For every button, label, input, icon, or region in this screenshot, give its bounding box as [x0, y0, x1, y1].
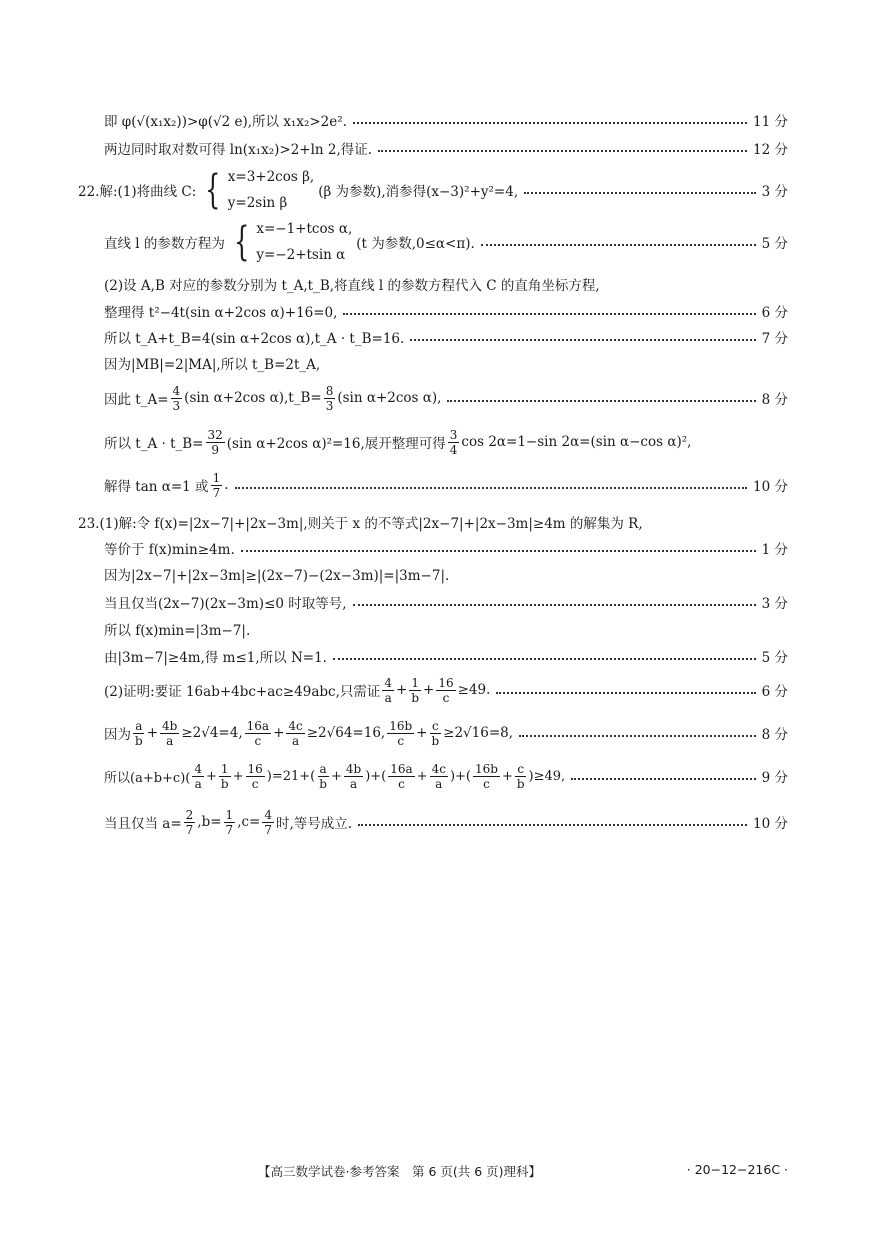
numerator: 8: [325, 383, 334, 398]
line-suffix: (t 为参数,0≤α<π).: [356, 236, 475, 252]
text-part: 所以(a+b+c)(: [104, 770, 191, 786]
text-part: ≥49.: [457, 682, 491, 698]
fraction: [317, 762, 329, 791]
denominator: b: [220, 776, 229, 791]
fraction: [388, 762, 414, 791]
score-mark: 8 分: [761, 727, 788, 743]
text-part: )+(: [449, 768, 471, 784]
line-content: [104, 216, 475, 268]
denominator: 3: [172, 398, 181, 413]
line-text: 当且仅当(2x−7)(2x−3m)≤0 时取等号,: [104, 596, 347, 612]
text-part: 解得 tan α=1 或: [104, 479, 209, 495]
denominator: c: [398, 776, 405, 791]
score-mark: 3 分: [761, 596, 788, 612]
denominator: 7: [212, 485, 221, 500]
fraction: [473, 762, 500, 791]
answer-line-22-part1: [78, 164, 788, 216]
line-prefix: 直线 l 的参数方程为: [104, 236, 225, 252]
numerator: 16a: [246, 718, 270, 733]
fraction: [133, 719, 145, 748]
numerator: 1: [220, 761, 229, 776]
line-suffix: (β 为参数),消参得(x−3)²+y²=4,: [318, 184, 519, 200]
fraction: [430, 762, 448, 791]
text-part: +: [416, 725, 428, 741]
text-part: )≥49,: [528, 768, 566, 784]
denominator: a: [166, 733, 174, 748]
text-part: ≥2√16=8,: [443, 725, 514, 741]
leader-dots: [519, 734, 756, 737]
numerator: a: [319, 761, 327, 776]
text-part: +: [273, 725, 285, 741]
leader-dots: [410, 338, 755, 341]
answer-line-20: [104, 760, 788, 792]
fraction: [219, 762, 231, 791]
fraction: [286, 719, 304, 748]
numerator: 1: [212, 470, 221, 485]
denominator: 4: [449, 442, 458, 457]
numerator: 4: [194, 761, 202, 776]
numerator: 4: [172, 383, 181, 398]
line-content: [104, 428, 691, 457]
numerator: 4b: [162, 718, 178, 733]
system-row-2: y=2sin β: [227, 195, 288, 211]
answer-line-16: [104, 619, 788, 639]
answer-line-17: [104, 646, 788, 666]
brace-glyph: {: [233, 219, 250, 265]
fraction: [409, 676, 421, 705]
text-part: ,c=: [237, 814, 261, 830]
fraction: [324, 384, 336, 413]
answer-line-8: [104, 353, 788, 373]
line-text: (2)设 A,B 对应的参数分别为 t_A,t_B,将直线 l 的参数方程代入 C 的直角坐标方程,: [104, 278, 600, 294]
denominator: b: [319, 776, 327, 791]
fraction: [382, 676, 394, 705]
denominator: c: [442, 690, 450, 705]
line-text: 因为|2x−7|+|2x−3m|≥|(2x−7)−(2x−3m)|=|3m−7|.: [104, 568, 450, 584]
answer-line-22-part2: [104, 274, 788, 294]
fraction: [344, 762, 363, 791]
text-part: +: [501, 768, 513, 784]
line-text: 整理得 t²−4t(sin α+2cos α)+16=0,: [104, 305, 338, 321]
text-part: (sin α+2cos α)²=16,展开整理可得: [226, 436, 446, 452]
numerator: 4c: [431, 761, 446, 776]
line-text: 由|3m−7|≥4m,得 m≤1,所以 N=1.: [104, 650, 327, 666]
numerator: 16b: [474, 761, 498, 776]
line-text: 因为|MB|=2|MA|,所以 t_B=2t_A,: [104, 357, 321, 373]
leader-dots: [447, 399, 755, 402]
denominator: 7: [185, 822, 194, 837]
fraction: [160, 719, 179, 748]
denominator: a: [194, 776, 202, 791]
line-content: [104, 808, 352, 837]
numerator: 16a: [390, 761, 413, 776]
line-content: [78, 164, 518, 216]
numerator: 16: [247, 761, 263, 776]
leader-dots: [343, 312, 755, 315]
answer-line-10: [104, 426, 788, 458]
fraction: [224, 808, 236, 837]
line-text: 两边同时取对数可得 ln(x₁x₂)>2+ln 2,得证.: [104, 142, 373, 158]
answer-line-13: [104, 538, 788, 558]
fraction: [206, 428, 225, 457]
numerator: 4c: [288, 718, 303, 733]
numerator: 1: [411, 675, 419, 690]
equation-system: [229, 216, 352, 268]
score-mark: 11 分: [753, 114, 788, 130]
score-mark: 7 分: [761, 331, 788, 347]
leader-dots: [235, 486, 748, 489]
leader-dots: [353, 603, 756, 606]
denominator: b: [516, 776, 525, 791]
line-text: 所以 t_A+t_B=4(sin α+2cos α),t_A · t_B=16.: [104, 331, 405, 347]
system-row-1: x=3+2cos β,: [227, 169, 315, 185]
answer-line-11: [104, 469, 788, 501]
system-row-2: y=−2+tsin α: [256, 247, 346, 263]
fraction: [436, 676, 455, 705]
leader-dots: [481, 243, 756, 246]
text-part: ≥2√64=16,: [306, 725, 386, 741]
denominator: b: [135, 733, 143, 748]
footer-code: · 20−12−216C ·: [686, 1162, 788, 1177]
denominator: c: [483, 776, 490, 791]
fraction: [192, 762, 204, 791]
answer-line-6: [104, 301, 788, 321]
system-row-1: x=−1+tcos α,: [256, 221, 353, 237]
denominator: a: [291, 733, 300, 748]
answer-line-21: [104, 806, 788, 838]
line-prefix: 22.解:(1)将曲线 C:: [78, 184, 197, 200]
denominator: b: [411, 690, 420, 705]
score-mark: 1 分: [761, 542, 788, 558]
text-part: +: [396, 682, 408, 698]
text-part: ,b=: [197, 814, 222, 830]
score-mark: 3 分: [761, 184, 788, 200]
fraction: [448, 428, 460, 457]
text-part: )=21+(: [266, 768, 316, 784]
line-content: [104, 384, 441, 413]
denominator: 3: [325, 398, 334, 413]
answer-line-1: [104, 110, 788, 130]
line-content: [104, 719, 513, 748]
fraction: [515, 762, 527, 791]
numerator: c: [431, 718, 439, 733]
leader-dots: [378, 149, 747, 152]
score-mark: 10 分: [753, 816, 788, 832]
text-part: (sin α+2cos α),: [337, 390, 442, 406]
denominator: b: [431, 733, 440, 748]
answer-line-23-part1: [78, 512, 788, 532]
text-part: 当且仅当 a=: [104, 816, 182, 832]
answer-line-19: [104, 717, 788, 749]
fraction: [246, 762, 265, 791]
equation-system: [200, 164, 314, 216]
numerator: c: [517, 761, 525, 776]
score-mark: 8 分: [761, 392, 788, 408]
footer-title: 【高三数学试卷·参考答案 第 6 页(共 6 页)理科】: [258, 1164, 542, 1179]
text-part: 因为: [104, 727, 131, 743]
denominator: c: [397, 733, 405, 748]
line-content: [104, 762, 565, 791]
leader-dots: [524, 191, 755, 194]
leader-dots: [571, 777, 755, 780]
numerator: 32: [207, 427, 223, 442]
brace-glyph: {: [205, 167, 221, 213]
text-part: +: [330, 768, 342, 784]
text-part: (sin α+2cos α),t_B=: [184, 390, 322, 406]
line-text: 即 φ(√(x₁x₂))>φ(√2 e),所以 x₁x₂>2e².: [104, 114, 347, 130]
score-mark: 9 分: [761, 770, 788, 786]
answer-line-9: [104, 382, 788, 414]
denominator: a: [435, 776, 443, 791]
denominator: 7: [264, 822, 272, 837]
text-part: +: [423, 682, 435, 698]
fraction: [387, 719, 414, 748]
leader-dots: [496, 691, 755, 694]
fraction: [429, 719, 441, 748]
score-mark: 10 分: [753, 479, 788, 495]
text-part: ≥2√4=4,: [181, 725, 243, 741]
answer-line-15: [104, 592, 788, 612]
numerator: 4: [264, 807, 272, 822]
fraction: [262, 808, 274, 837]
numerator: 1: [225, 807, 234, 822]
text-part: +: [146, 725, 158, 741]
numerator: a: [135, 718, 143, 733]
numerator: 2: [185, 807, 194, 822]
fraction: [184, 808, 196, 837]
numerator: 3: [449, 427, 458, 442]
text-part: +: [232, 768, 244, 784]
text-part: .: [224, 477, 229, 493]
numerator: 4b: [345, 761, 362, 776]
denominator: 7: [225, 822, 234, 837]
leader-dots: [353, 121, 747, 124]
denominator: a: [349, 776, 358, 791]
score-mark: 6 分: [761, 305, 788, 321]
fraction: [245, 719, 271, 748]
numerator: 16b: [389, 718, 413, 733]
answer-line-7: [104, 327, 788, 347]
text-part: cos 2α=1−sin 2α=(sin α−cos α)²,: [461, 434, 692, 450]
leader-dots: [333, 657, 756, 660]
leader-dots: [241, 549, 756, 552]
leader-dots: [358, 823, 747, 826]
line-content: [104, 471, 229, 500]
numerator: 16: [438, 675, 454, 690]
numerator: 4: [384, 675, 393, 690]
score-mark: 6 分: [761, 684, 788, 700]
denominator: a: [384, 690, 392, 705]
page-footer: [0, 1162, 788, 1180]
line-text: 所以 f(x)min=|3m−7|.: [104, 623, 251, 639]
line-text: 23.(1)解:令 f(x)=|2x−7|+|2x−3m|,则关于 x 的不等式|2x−7|+|2x−3m|≥4m 的解集为 R,: [78, 516, 643, 532]
text-part: 时,等号成立.: [276, 816, 353, 832]
line-content: [104, 676, 490, 705]
text-part: +: [206, 768, 217, 784]
line-text: 等价于 f(x)min≥4m.: [104, 542, 235, 558]
denominator: c: [251, 776, 259, 791]
text-part: +: [416, 768, 428, 784]
score-mark: 5 分: [761, 236, 788, 252]
text-part: 所以 t_A · t_B=: [104, 436, 204, 452]
answer-line-22-line-param: [104, 216, 788, 268]
score-mark: 5 分: [761, 650, 788, 666]
text-part: 因此 t_A=: [104, 392, 169, 408]
fraction: [211, 471, 223, 500]
denominator: c: [254, 733, 262, 748]
score-mark: 12 分: [753, 142, 788, 158]
text-part: (2)证明:要证 16ab+4bc+ac≥49abc,只需证: [104, 684, 381, 700]
text-part: )+(: [365, 768, 387, 784]
answer-line-2: [104, 138, 788, 158]
denominator: 9: [211, 442, 219, 457]
answer-line-23-part2: [104, 674, 788, 706]
answer-line-14: [104, 564, 788, 584]
fraction: [171, 384, 183, 413]
